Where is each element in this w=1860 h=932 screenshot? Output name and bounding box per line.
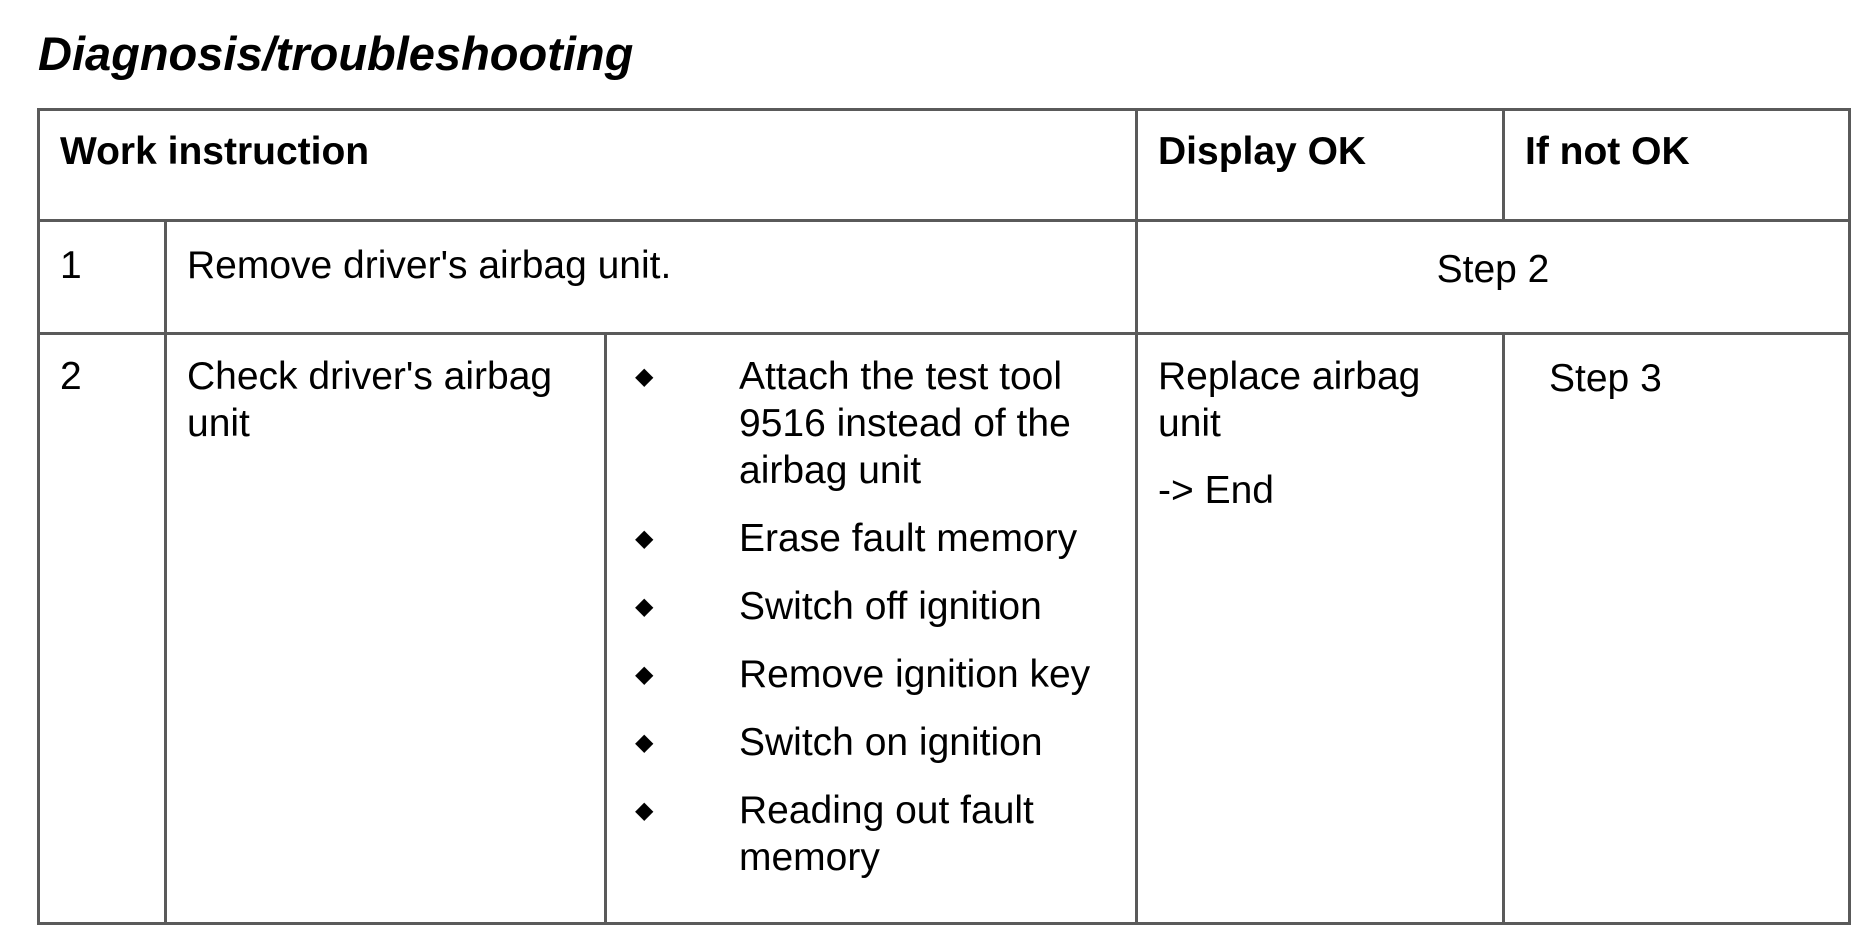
table-row [39,334,1850,924]
action-text: Switch off ignition [739,585,1042,628]
page-title: Diagnosis/troubleshooting [38,27,634,80]
display-ok-next-step: -> End [1158,469,1274,512]
troubleshooting-table [37,108,1851,925]
list-item [627,651,1121,698]
if-not-ok-cell: Step 3 [1504,334,1850,924]
action-text: Switch on ignition [739,721,1043,764]
work-instruction-header: Work instruction [39,110,1137,221]
list-item [627,515,1121,562]
action-text: Reading out fault memory [739,789,1034,879]
action-text: Attach the test tool 9516 instead of the airbag unit [739,355,1071,492]
if-not-ok-header: If not OK [1504,110,1850,221]
diamond-bullet-icon: ◆ [635,593,654,620]
diamond-bullet-icon: ◆ [635,797,654,824]
header-row [39,110,1850,221]
diamond-bullet-icon: ◆ [635,525,654,552]
list-item [627,583,1121,630]
action-text: Remove ignition key [739,653,1091,696]
step-instruction: Remove driver's airbag unit. [166,221,1137,334]
diamond-bullet-icon: ◆ [635,363,654,390]
step-instruction: Check driver's airbag unit [166,334,606,924]
list-item [627,787,1121,881]
action-list-cell [606,334,1137,924]
step-number: 2 [39,334,166,924]
display-ok-header: Display OK [1137,110,1504,221]
list-item [627,719,1121,766]
display-ok-text: Replace airbag unit [1158,355,1421,445]
step-number: 1 [39,221,166,334]
diamond-bullet-icon: ◆ [635,729,654,756]
list-item [627,353,1121,494]
action-text: Erase fault memory [739,517,1078,560]
step-result: Step 2 [1137,221,1850,334]
display-ok-cell [1137,334,1504,924]
diamond-bullet-icon: ◆ [635,661,654,688]
action-list [607,335,1135,881]
table-row [39,221,1850,334]
